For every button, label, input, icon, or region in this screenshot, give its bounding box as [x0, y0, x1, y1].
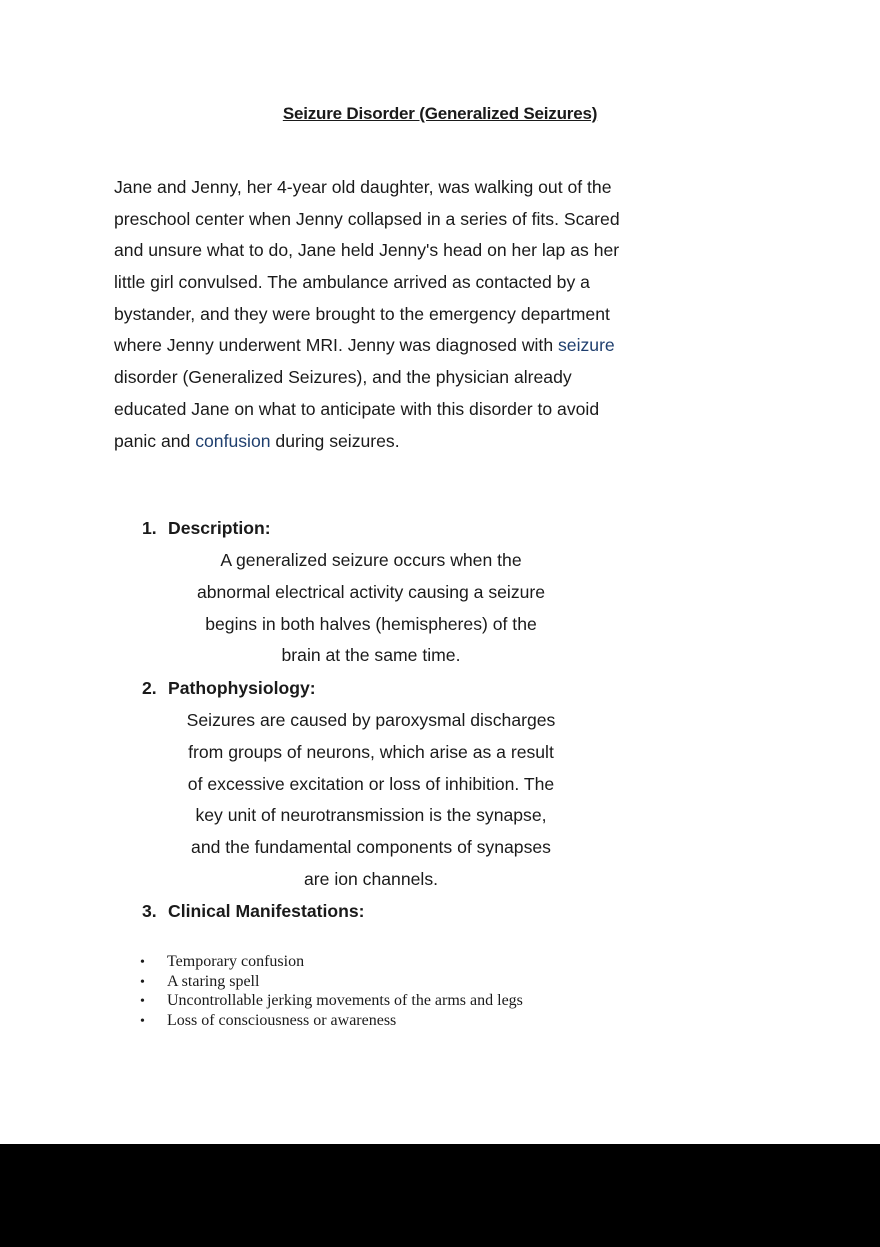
body-line: begins in both halves (hemispheres) of the — [205, 613, 537, 634]
section-heading-clinical-manifestations — [142, 901, 365, 922]
body-line: brain at the same time. — [281, 645, 461, 666]
section-heading-text: Description: — [168, 518, 271, 538]
intro-text: panic and — [114, 430, 196, 451]
intro-text: during seizures. — [270, 430, 400, 451]
intro-line: bystander, and they were brought to the emergency department — [114, 303, 610, 324]
list-item — [140, 952, 523, 972]
list-item — [140, 972, 523, 992]
section-number: 3. — [142, 901, 157, 921]
bullet-icon: • — [140, 955, 145, 970]
bullet-icon: • — [140, 994, 145, 1010]
seizure-link[interactable]: seizure — [558, 335, 615, 356]
description-body — [160, 545, 582, 672]
body-line: abnormal electrical activity causing a seizure — [196, 581, 546, 602]
intro-text: where Jenny underwent MRI. Jenny was diagnosed with — [114, 335, 558, 356]
pathophysiology-body — [160, 705, 582, 896]
list-item — [140, 1011, 523, 1031]
body-line: are ion channels. — [304, 868, 438, 889]
list-item-text: A staring spell — [167, 972, 260, 990]
intro-line: and unsure what to do, Jane held Jenny's head on her lap as her — [114, 240, 620, 261]
section-heading-pathophysiology — [142, 678, 316, 699]
manifestations-list — [140, 952, 523, 1031]
body-line: key unit of neurotransmission is the synapse, — [195, 805, 547, 826]
section-number: 1. — [142, 518, 157, 538]
intro-line — [114, 426, 684, 458]
body-line: of excessive excitation or loss of inhibition. The — [187, 773, 555, 794]
intro-line: Jane and Jenny, her 4-year old daughter, was walking out of the — [114, 177, 612, 197]
confusion-link[interactable]: confusion — [195, 430, 271, 451]
footer-black-bar — [0, 1144, 880, 1247]
list-item-text: Loss of consciousness or awareness — [167, 1012, 397, 1030]
body-line: A generalized seizure occurs when the — [220, 550, 522, 570]
body-line: Seizures are caused by paroxysmal discharges — [186, 710, 556, 730]
bullet-icon: • — [140, 974, 145, 990]
section-heading-text: Pathophysiology: — [168, 678, 316, 698]
body-line: from groups of neurons, which arise as a result — [188, 741, 554, 762]
section-number: 2. — [142, 678, 157, 698]
body-line: and the fundamental components of synapses — [191, 837, 551, 858]
intro-line: educated Jane on what to anticipate with this disorder to avoid — [114, 398, 600, 419]
intro-line: disorder (Generalized Seizures), and the physician already — [114, 367, 572, 388]
intro-line: preschool center when Jenny collapsed in a series of fits. Scared — [114, 208, 620, 229]
section-heading-description — [142, 518, 271, 539]
list-item-text: Temporary confusion — [167, 953, 305, 970]
document-title: Seizure Disorder (Generalized Seizures) — [282, 104, 598, 123]
intro-line: little girl convulsed. The ambulance arrived as contacted by a — [114, 272, 590, 293]
section-heading-text: Clinical Manifestations: — [168, 901, 365, 921]
bullet-icon: • — [140, 1014, 145, 1030]
list-item-text: Uncontrollable jerking movements of the arms and legs — [167, 992, 523, 1010]
intro-line — [114, 330, 684, 362]
intro-paragraph — [114, 172, 684, 457]
list-item — [140, 991, 523, 1011]
